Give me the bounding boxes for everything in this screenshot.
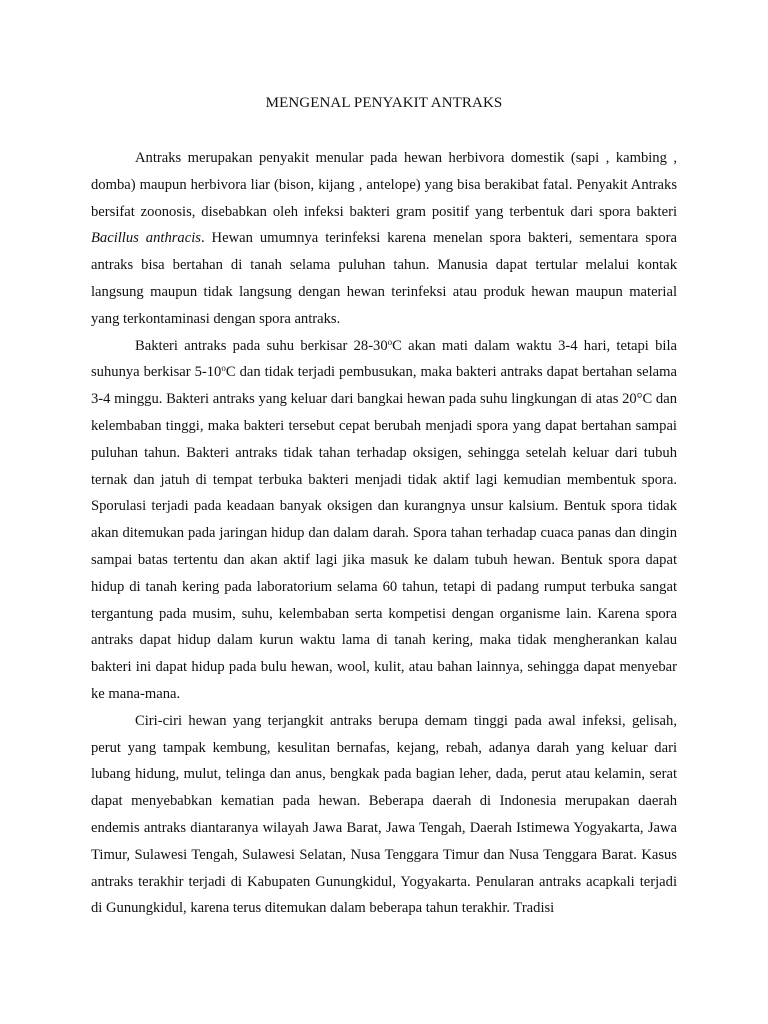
document-body: [91, 145, 677, 922]
degree-superscript: o: [387, 336, 393, 347]
paragraph-2: [91, 333, 677, 708]
paragraph-text: C akan mati dalam waktu 3-4 hari, tetapi bila suhunya berkisar 5-10: [91, 337, 677, 381]
paragraph-text: Antraks merupakan penyakit menular pada hewan herbivora domestik (sapi , kambing , domba) maupun herbivora liar (bison, kijang , antelope) yang bisa berakibat fatal. Penyakit Antraks bersifat zoonosis, disebabkan oleh infeksi bakteri gram positif yang terbentuk dari spora bakteri: [91, 150, 677, 220]
degree-superscript: o: [221, 363, 226, 374]
paragraph-1: [91, 145, 677, 333]
paragraph-3: [91, 708, 677, 922]
document-title: MENGENAL PENYAKIT ANTRAKS: [265, 95, 503, 111]
species-name: Bacillus anthracis: [91, 230, 201, 247]
paragraph-text: Bakteri antraks pada suhu berkisar 28-30: [135, 337, 388, 354]
paragraph-text: . Hewan umumnya terinfeksi karena menelan spora bakteri, sementara spora antraks bisa bertahan di tanah selama puluhan tahun. Manusia dapat tertular melalui kontak langsung maupun tidak langsung dengan hewan terinfeksi atau produk hewan maupun material yang terkontaminasi dengan spora antraks.: [91, 230, 677, 327]
paragraph-text: C dan tidak terjadi pembusukan, maka bakteri antraks dapat bertahan selama 3-4 minggu. Bakteri antraks yang keluar dari bangkai hewan pada suhu lingkungan di atas 20°C dan kelembaban tinggi, maka bakteri tersebut cepat berubah menjadi spora yang dapat bertahan sampai puluhan tahun. Bakteri antraks tidak tahan terhadap oksigen, sehingga setelah keluar dari tubuh ternak dan jatuh di tempat terbuka bakteri menjadi tidak aktif lagi kemudian membentuk spora. Sporulasi terjadi pada keadaan banyak oksigen dan kurangnya unsur kalsium. Bentuk spora tidak akan ditemukan pada jaringan hidup dan dalam darah. Spora tahan terhadap cuaca panas dan dingin sampai batas tertentu dan akan aktif lagi jika masuk ke dalam tubuh hewan. Bentuk spora dapat hidup di tanah kering pada laboratorium selama 60 tahun, tetapi di padang rumput terbuka sangat tergantung pada musim, suhu, kelembaban serta kompetisi dengan organisme lain. Karena spora antraks dapat hidup dalam kurun waktu lama di tanah kering, maka tidak mengherankan kalau bakteri ini dapat hidup pada bulu hewan, wool, kulit, atau bahan lainnya, sehingga dapat menyebar ke mana-mana.: [91, 364, 677, 702]
paragraph-text: Ciri-ciri hewan yang terjangkit antraks berupa demam tinggi pada awal infeksi, gelisah, perut yang tampak kembung, kesulitan bernafas, kejang, rebah, adanya darah yang keluar dari lubang hidung, mulut, telinga dan anus, bengkak pada bagian leher, dada, perut atau kelamin, serat dapat menyebabkan kematian pada hewan. Beberapa daerah di Indonesia merupakan daerah endemis antraks diantaranya wilayah Jawa Barat, Jawa Tengah, Daerah Istimewa Yogyakarta, Jawa Timur, Sulawesi Tengah, Sulawesi Selatan, Nusa Tenggara Timur dan Nusa Tenggara Barat. Kasus antraks terakhir terjadi di Kabupaten Gunungkidul, Yogyakarta. Penularan antraks acapkali terjadi di Gunungkidul, karena terus ditemukan dalam beberapa tahun terakhir. Tradisi: [91, 712, 677, 917]
